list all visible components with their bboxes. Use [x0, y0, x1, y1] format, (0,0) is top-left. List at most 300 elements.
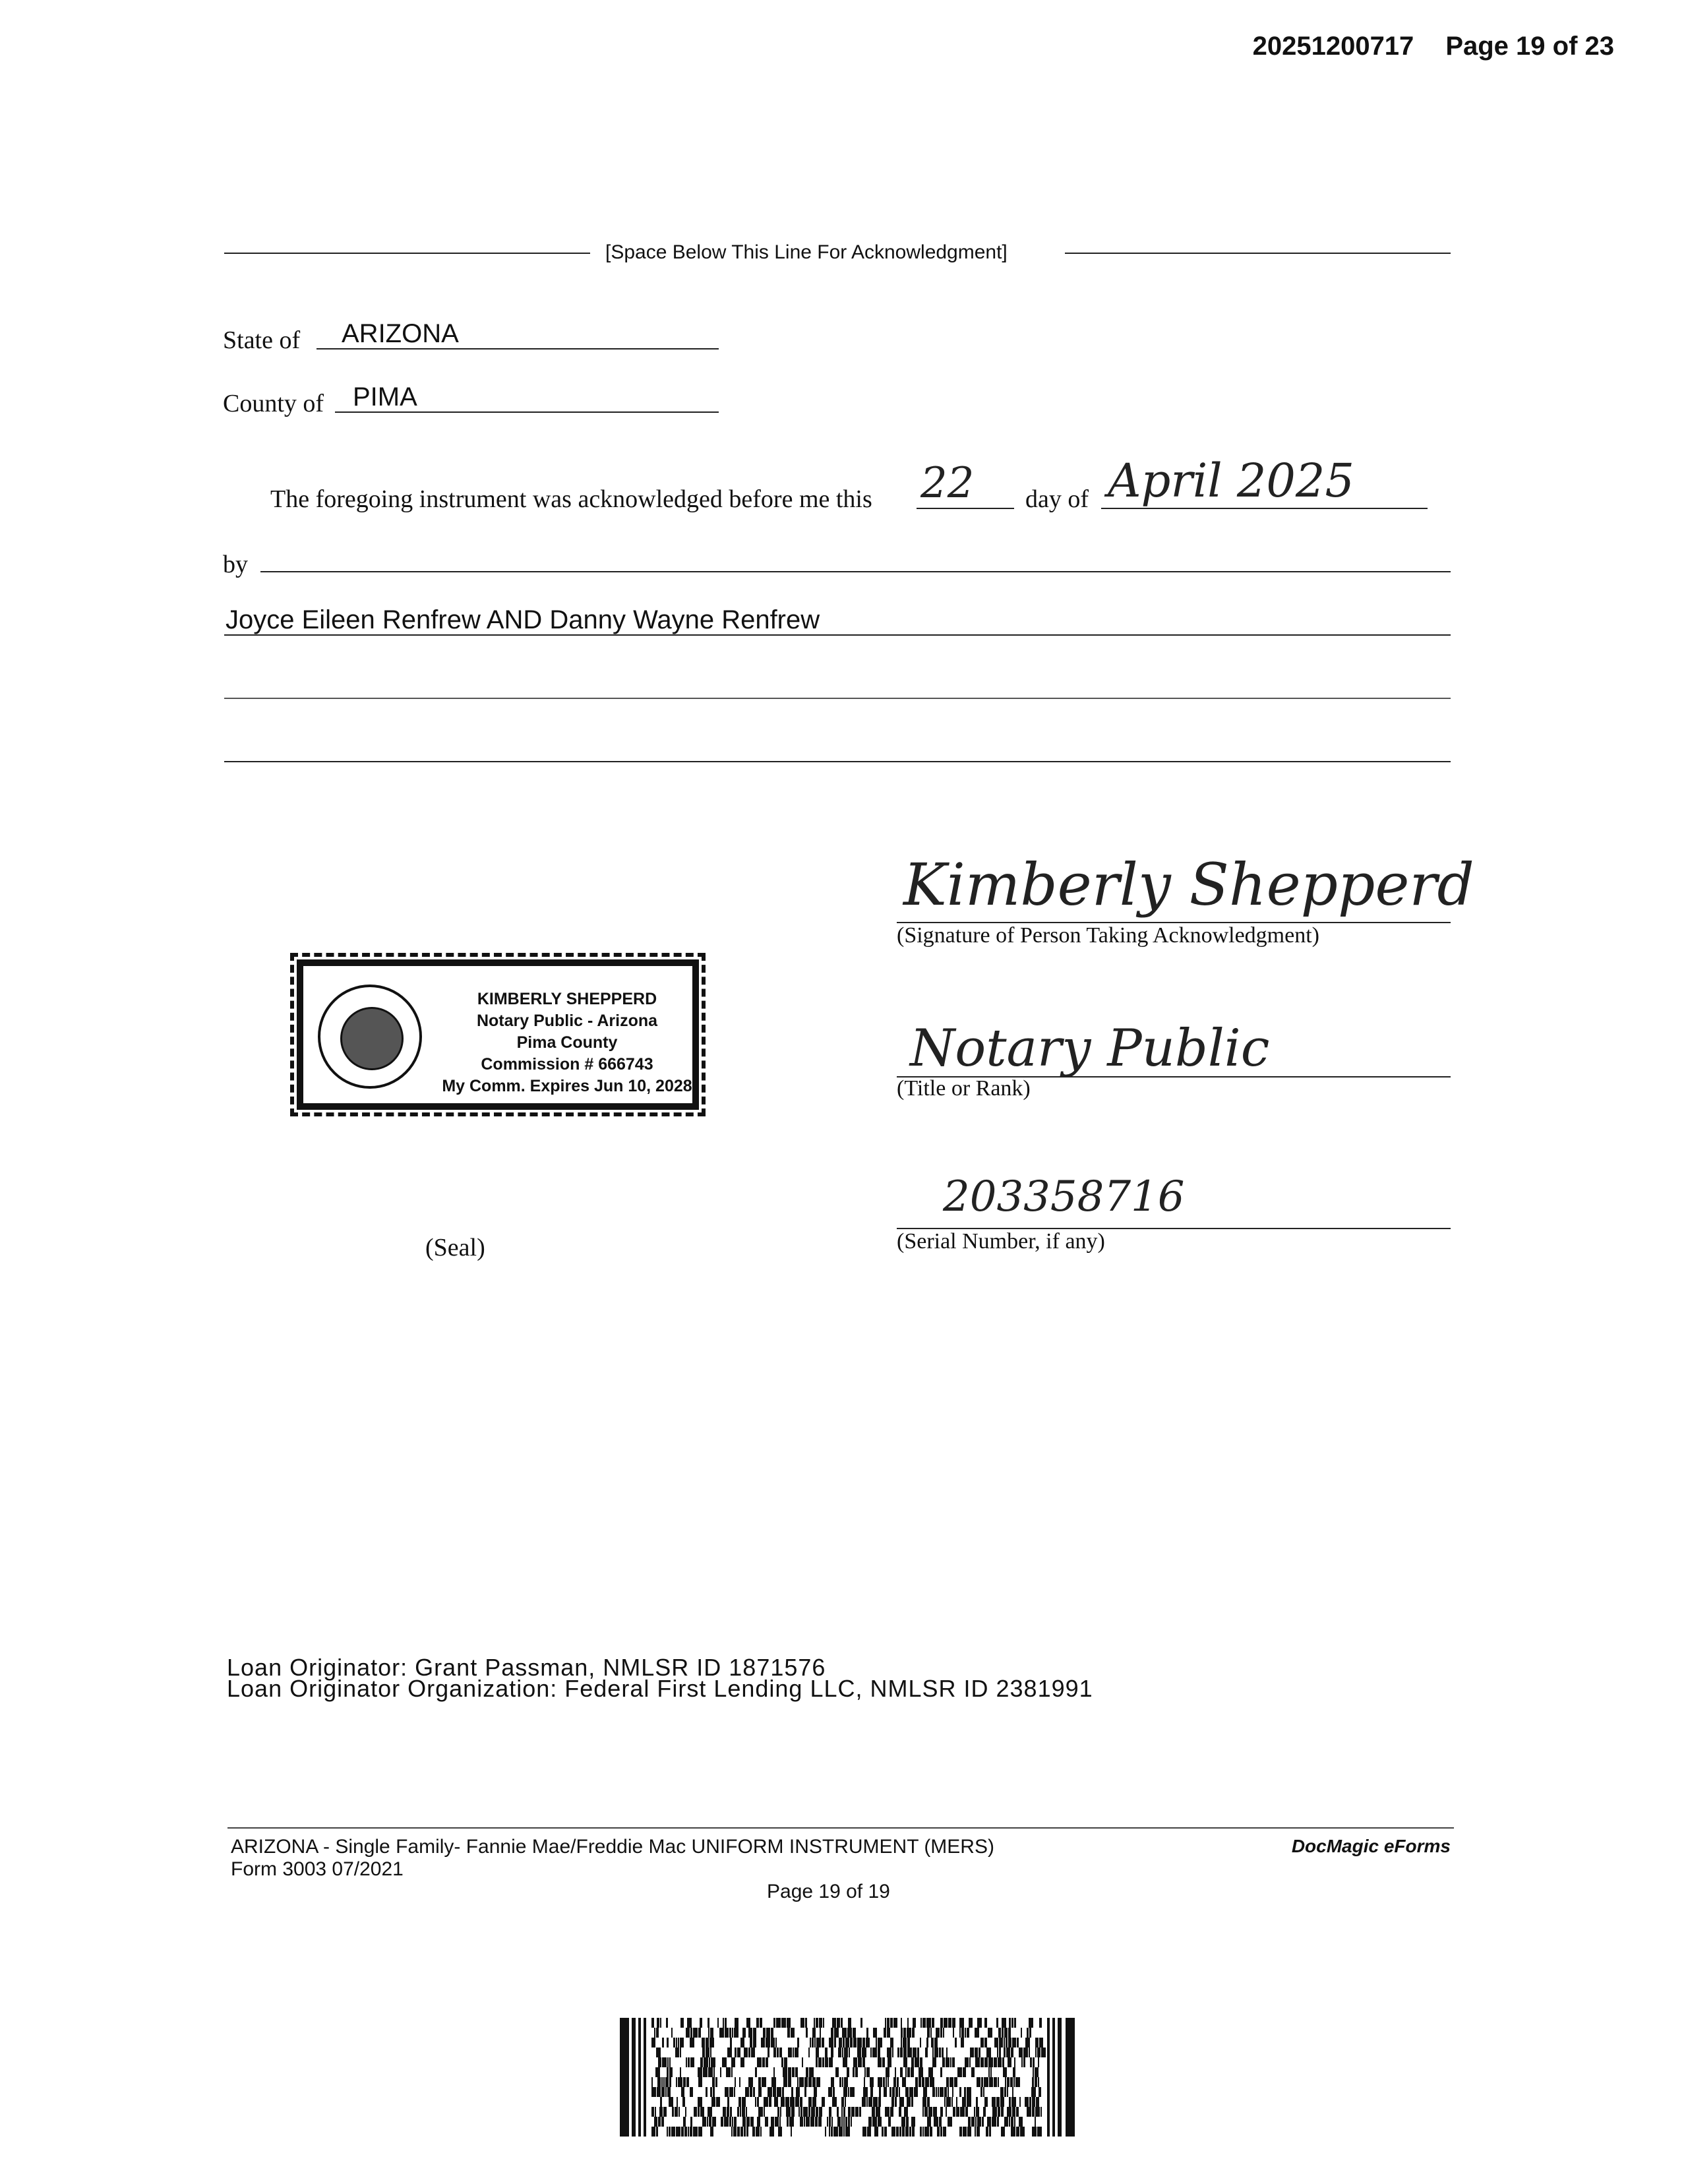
barcode-cell — [700, 2057, 703, 2067]
barcode-cell — [686, 2028, 690, 2038]
barcode-cell — [850, 2038, 853, 2048]
barcode-cell — [843, 2107, 845, 2117]
barcode-cell — [651, 2038, 655, 2048]
barcode-cell — [903, 2048, 907, 2057]
barcode-cell — [984, 2097, 988, 2107]
barcode-cell — [907, 2028, 911, 2038]
barcode-cell — [923, 2087, 927, 2097]
barcode-cell — [721, 2117, 723, 2127]
blank-line-1 — [224, 698, 1451, 699]
barcode-cell — [799, 2107, 800, 2117]
barcode-cell — [788, 2048, 792, 2057]
barcode-cell — [667, 2067, 669, 2077]
barcode-cell — [1027, 2107, 1031, 2117]
barcode-cell — [822, 2097, 825, 2107]
barcode-cell — [928, 2107, 932, 2117]
barcode-cell — [896, 2127, 899, 2137]
barcode-cell — [986, 2127, 988, 2137]
barcode-cell — [946, 2107, 947, 2117]
barcode-cell — [746, 2127, 748, 2137]
barcode-cell — [810, 2038, 811, 2048]
barcode-cell — [843, 2117, 845, 2127]
barcode-cell — [1035, 2117, 1036, 2127]
barcode-cell — [926, 2038, 928, 2048]
document-number: 20251200717 — [1252, 32, 1414, 61]
barcode-cell — [657, 2087, 661, 2097]
barcode-cell — [994, 2057, 997, 2067]
barcode-cell — [855, 2107, 859, 2117]
barcode-cell — [843, 2127, 845, 2137]
barcode-cell — [698, 2097, 702, 2107]
barcode-cell — [965, 2028, 966, 2038]
barcode-cell — [831, 2077, 834, 2087]
county-label: County of — [223, 390, 324, 417]
barcode-cell — [855, 2067, 858, 2077]
barcode-cell — [758, 2107, 763, 2117]
barcode-cell — [883, 2077, 885, 2087]
barcode-cell — [953, 2107, 955, 2117]
barcode-cell — [892, 2048, 893, 2057]
barcode-cell — [740, 2038, 744, 2048]
barcode-cell — [868, 2097, 872, 2107]
barcode-cell — [1033, 2067, 1034, 2077]
barcode-cell — [1038, 2057, 1039, 2067]
barcode-cell — [1035, 2038, 1039, 2048]
barcode-cell — [853, 2028, 856, 2038]
barcode-cell — [1014, 2018, 1016, 2028]
barcode-cell — [920, 2038, 921, 2048]
barcode-bar — [1066, 2018, 1075, 2137]
barcode-cell — [1001, 2107, 1004, 2117]
barcode-cell — [703, 2067, 708, 2077]
barcode-cell — [791, 2028, 795, 2038]
barcode-cell — [967, 2087, 971, 2097]
barcode-cell — [780, 2107, 781, 2117]
signature-label: (Signature of Person Taking Acknowledgment) — [897, 923, 1319, 948]
barcode-cell — [791, 2087, 793, 2097]
barcode-cell — [811, 2107, 815, 2117]
barcode-cell — [899, 2097, 904, 2107]
barcode-cell — [730, 2038, 732, 2048]
barcode-bar — [1047, 2018, 1050, 2137]
barcode-cell — [1019, 2117, 1023, 2127]
barcode-cell — [658, 2117, 661, 2127]
barcode-cell — [899, 2127, 901, 2137]
barcode-cell — [965, 2107, 968, 2117]
barcode-cell — [822, 2057, 824, 2067]
barcode-cell — [901, 2028, 903, 2038]
barcode-cell — [829, 2107, 831, 2117]
barcode-cell — [886, 2067, 889, 2077]
barcode-cell — [959, 2087, 961, 2097]
barcode-cell — [800, 2117, 803, 2127]
barcode-cell — [655, 2067, 660, 2077]
barcode-cell — [940, 2087, 944, 2097]
barcode-cell — [959, 2127, 962, 2137]
barcode-cell — [884, 2028, 886, 2038]
barcode-cell — [971, 2067, 975, 2077]
barcode-cell — [876, 2107, 880, 2117]
barcode-cell — [970, 2048, 974, 2057]
barcode-cell — [758, 2087, 762, 2097]
barcode-cell — [911, 2097, 913, 2107]
barcode-cell — [996, 2018, 998, 2028]
barcode-cell — [768, 2048, 769, 2057]
barcode-cell — [834, 2038, 836, 2048]
barcode-bar — [632, 2018, 636, 2137]
barcode-cell — [942, 2057, 945, 2067]
barcode-cell — [667, 2038, 669, 2048]
barcode-cell — [764, 2107, 765, 2117]
barcode-cell — [984, 2057, 988, 2067]
barcode-cell — [1002, 2018, 1006, 2028]
barcode-cell — [841, 2097, 844, 2107]
barcode-cell — [783, 2077, 787, 2087]
barcode-cell — [791, 2107, 795, 2117]
barcode-cell — [930, 2028, 932, 2038]
barcode-cell — [1009, 2117, 1010, 2127]
barcode-cell — [913, 2018, 916, 2028]
state-line — [316, 348, 719, 349]
barcode-cell — [884, 2087, 887, 2097]
barcode-cell — [742, 2097, 746, 2107]
barcode-cell — [1038, 2077, 1039, 2087]
barcode-cell — [678, 2038, 679, 2048]
barcode-cell — [742, 2117, 746, 2127]
barcode-cell — [853, 2067, 855, 2077]
barcode-cell — [727, 2107, 729, 2117]
barcode-cell — [917, 2048, 919, 2057]
barcode-cell — [870, 2087, 873, 2097]
barcode-cell — [901, 2038, 902, 2048]
barcode-cell — [887, 2018, 889, 2028]
barcode-cell — [831, 2028, 833, 2038]
barcode-cell — [944, 2018, 948, 2028]
barcode-cell — [837, 2018, 840, 2028]
barcode-cell — [757, 2057, 762, 2067]
barcode-cell — [967, 2028, 969, 2038]
barcode-cell — [879, 2087, 881, 2097]
barcode-cell — [837, 2107, 839, 2117]
barcode-cell — [651, 2127, 655, 2137]
barcode-cell — [651, 2077, 653, 2087]
day-of-label: day of — [1025, 485, 1089, 513]
barcode-cell — [760, 2018, 762, 2028]
barcode-cell — [900, 2048, 903, 2057]
barcode-cell — [771, 2038, 775, 2048]
barcode-cell — [975, 2117, 977, 2127]
barcode-cell — [681, 2127, 684, 2137]
barcode-cell — [796, 2087, 800, 2097]
barcode-cell — [998, 2107, 1000, 2117]
barcode-cell — [713, 2087, 715, 2097]
barcode-cell — [708, 2028, 709, 2038]
barcode-cell — [706, 2087, 708, 2097]
barcode-cell — [1025, 2038, 1030, 2048]
barcode-cell — [926, 2018, 931, 2028]
barcode-cell — [1003, 2067, 1007, 2077]
barcode-cell — [980, 2038, 984, 2048]
day-line — [917, 508, 1014, 509]
barcode-cell — [888, 2057, 891, 2067]
barcode-cell — [845, 2117, 847, 2127]
barcode-cell — [922, 2107, 924, 2117]
barcode-cell — [831, 2048, 833, 2057]
barcode-cell — [808, 2107, 810, 2117]
state-label: State of — [223, 326, 301, 354]
barcode-cell — [956, 2107, 959, 2117]
barcode-cell — [790, 2097, 795, 2107]
recording-header — [1253, 32, 1614, 61]
notary-commission: Commission # 666743 — [481, 1055, 653, 1074]
barcode-cell — [845, 2127, 850, 2137]
barcode-cell — [662, 2057, 667, 2067]
barcode-cell — [704, 2057, 708, 2067]
barcode-cell — [902, 2127, 905, 2137]
by-label: by — [223, 551, 248, 578]
barcode-cell — [781, 2097, 785, 2107]
barcode-cell — [675, 2107, 678, 2117]
barcode-cell — [851, 2117, 852, 2127]
barcode-cell — [723, 2018, 724, 2028]
barcode-bar — [620, 2018, 629, 2137]
barcode-cell — [745, 2087, 749, 2097]
barcode-cell — [940, 2018, 943, 2028]
barcode-cell — [750, 2117, 754, 2127]
barcode-cell — [734, 2028, 738, 2038]
barcode-cell — [771, 2077, 776, 2087]
barcode — [620, 2018, 1075, 2137]
barcode-cell — [742, 2107, 745, 2117]
barcode-cell — [656, 2028, 659, 2038]
barcode-cell — [825, 2048, 828, 2057]
barcode-cell — [1039, 2038, 1043, 2048]
barcode-cell — [940, 2127, 942, 2137]
barcode-cell — [665, 2087, 667, 2097]
barcode-cell — [843, 2038, 845, 2048]
barcode-cell — [771, 2117, 774, 2127]
barcode-cell — [782, 2087, 784, 2097]
barcode-cell — [992, 2107, 997, 2117]
barcode-cell — [735, 2077, 736, 2087]
barcode-bar — [638, 2018, 641, 2137]
barcode-cell — [997, 2117, 999, 2127]
barcode-cell — [661, 2087, 665, 2097]
barcode-cell — [977, 2117, 981, 2127]
barcode-cell — [733, 2127, 737, 2137]
form-title: ARIZONA - Single Family- Fannie Mae/Freddie Mac UNIFORM INSTRUMENT (MERS) — [231, 1836, 994, 1858]
barcode-cell — [662, 2038, 664, 2048]
barcode-cell — [870, 2048, 872, 2057]
barcode-cell — [1021, 2057, 1023, 2067]
barcode-cell — [729, 2028, 731, 2038]
barcode-cell — [663, 2077, 665, 2087]
barcode-cell — [671, 2127, 675, 2137]
barcode-cell — [750, 2038, 752, 2048]
barcode-cell — [788, 2077, 791, 2087]
barcode-cell — [927, 2028, 930, 2038]
barcode-cell — [988, 2057, 993, 2067]
barcode-cell — [994, 2077, 997, 2087]
barcode-cell — [654, 2117, 657, 2127]
barcode-cell — [885, 2107, 889, 2117]
barcode-cell — [948, 2087, 949, 2097]
barcode-cell — [834, 2028, 839, 2038]
barcode-cell — [781, 2057, 783, 2067]
seal-label: (Seal) — [425, 1234, 485, 1261]
barcode-cell — [873, 2097, 878, 2107]
barcode-cell — [911, 2117, 915, 2127]
barcode-cell — [800, 2107, 802, 2117]
barcode-cell — [950, 2057, 951, 2067]
barcode-cell — [930, 2077, 934, 2087]
barcode-cell — [654, 2028, 655, 2038]
barcode-cell — [816, 2038, 821, 2048]
barcode-cell — [740, 2057, 744, 2067]
barcode-cell — [940, 2067, 942, 2077]
barcode-cell — [800, 2018, 804, 2028]
barcode-cell — [661, 2117, 664, 2127]
barcode-cell — [848, 2107, 851, 2117]
barcode-cell — [867, 2127, 871, 2137]
barcode-cell — [1040, 2107, 1042, 2117]
barcode-cell — [1014, 2057, 1015, 2067]
barcode-cell — [953, 2028, 954, 2038]
barcode-cell — [878, 2057, 882, 2067]
barcode-cell — [963, 2127, 967, 2137]
barcode-cell — [897, 2077, 899, 2087]
barcode-cell — [969, 2018, 973, 2028]
barcode-cell — [907, 2097, 911, 2107]
barcode-cell — [957, 2067, 962, 2077]
barcode-cell — [890, 2107, 893, 2117]
barcode-cell — [744, 2048, 748, 2057]
barcode-cell — [992, 2117, 996, 2127]
state-seal-center — [340, 1007, 404, 1070]
barcode-cell — [681, 2087, 684, 2097]
barcode-cell — [903, 2028, 906, 2038]
barcode-cell — [1006, 2048, 1010, 2057]
barcode-cell — [979, 2048, 980, 2057]
barcode-cell — [797, 2038, 799, 2048]
barcode-cell — [965, 2057, 969, 2067]
barcode-cell — [975, 2028, 979, 2038]
barcode-cell — [1035, 2107, 1040, 2117]
barcode-cell — [757, 2097, 759, 2107]
form-number: Form 3003 07/2021 — [231, 1858, 404, 1880]
barcode-cell — [868, 2117, 872, 2127]
barcode-cell — [955, 2038, 957, 2048]
barcode-cell — [710, 2087, 712, 2097]
barcode-cell — [998, 2028, 1001, 2038]
barcode-cell — [1039, 2018, 1042, 2028]
barcode-cell — [665, 2077, 669, 2087]
barcode-cell — [829, 2038, 833, 2048]
barcode-cell — [686, 2077, 689, 2087]
barcode-cell — [1037, 2048, 1040, 2057]
barcode-cell — [960, 2107, 965, 2117]
barcode-cell — [922, 2018, 926, 2028]
barcode-cell — [946, 2048, 948, 2057]
barcode-cell — [746, 2018, 750, 2028]
barcode-cell — [717, 2018, 719, 2028]
barcode-cell — [708, 2018, 709, 2028]
barcode-cell — [738, 2097, 741, 2107]
barcode-cell — [943, 2127, 946, 2137]
serial-label: (Serial Number, if any) — [897, 1229, 1105, 1254]
barcode-cell — [707, 2117, 708, 2127]
barcode-cell — [725, 2018, 727, 2028]
barcode-cell — [832, 2097, 837, 2107]
barcode-cell — [1027, 2028, 1029, 2038]
barcode-cell — [687, 2018, 692, 2028]
barcode-cell — [961, 2038, 964, 2048]
barcode-cell — [810, 2117, 814, 2127]
barcode-cell — [977, 2077, 980, 2087]
barcode-cell — [805, 2018, 807, 2028]
notary-signature: Kimberly Shepperd — [903, 851, 1474, 919]
barcode-cell — [838, 2048, 841, 2057]
barcode-cell — [725, 2087, 729, 2097]
barcode-cell — [777, 2048, 779, 2057]
barcode-cell — [806, 2028, 808, 2038]
barcode-cell — [882, 2057, 885, 2067]
barcode-cell — [968, 2117, 971, 2127]
barcode-cell — [1017, 2038, 1019, 2048]
barcode-cell — [812, 2028, 816, 2038]
barcode-cell — [870, 2077, 874, 2087]
barcode-cell — [1016, 2127, 1019, 2137]
barcode-cell — [651, 2018, 654, 2028]
barcode-cell — [1039, 2087, 1041, 2097]
barcode-cell — [895, 2087, 898, 2097]
barcode-cell — [669, 2127, 671, 2137]
barcode-cell — [901, 2018, 902, 2028]
barcode-cell — [779, 2117, 781, 2127]
barcode-cell — [857, 2038, 862, 2048]
barcode-cell — [907, 2018, 909, 2028]
form-page-number: Page 19 of 19 — [767, 1881, 890, 1902]
barcode-cell — [777, 2087, 781, 2097]
state-seal-icon — [318, 985, 422, 1089]
barcode-cell — [1011, 2018, 1013, 2028]
barcode-cell — [737, 2048, 740, 2057]
barcode-cell — [678, 2077, 682, 2087]
barcode-cell — [984, 2077, 988, 2087]
barcode-cell — [829, 2127, 830, 2137]
barcode-cell — [909, 2127, 911, 2137]
barcode-cell — [833, 2087, 835, 2097]
barcode-cell — [905, 2127, 909, 2137]
barcode-cell — [980, 2087, 982, 2097]
barcode-cell — [989, 2077, 993, 2087]
barcode-cell — [825, 2057, 828, 2067]
barcode-cell — [904, 2107, 908, 2117]
barcode-cell — [932, 2087, 935, 2097]
loan-originator: Loan Originator: Grant Passman, NMLSR ID 1871576 — [227, 1654, 826, 1681]
barcode-cell — [933, 2107, 937, 2117]
barcode-cell — [863, 2087, 868, 2097]
barcode-cell — [1019, 2097, 1021, 2107]
barcode-cell — [951, 2097, 953, 2107]
barcode-cell — [842, 2028, 847, 2038]
barcode-cell — [783, 2067, 787, 2077]
barcode-cell — [911, 2057, 914, 2067]
barcode-cell — [1013, 2077, 1015, 2087]
barcode-cell — [1029, 2018, 1033, 2028]
barcode-cell — [690, 2038, 694, 2048]
barcode-cell — [800, 2097, 802, 2107]
